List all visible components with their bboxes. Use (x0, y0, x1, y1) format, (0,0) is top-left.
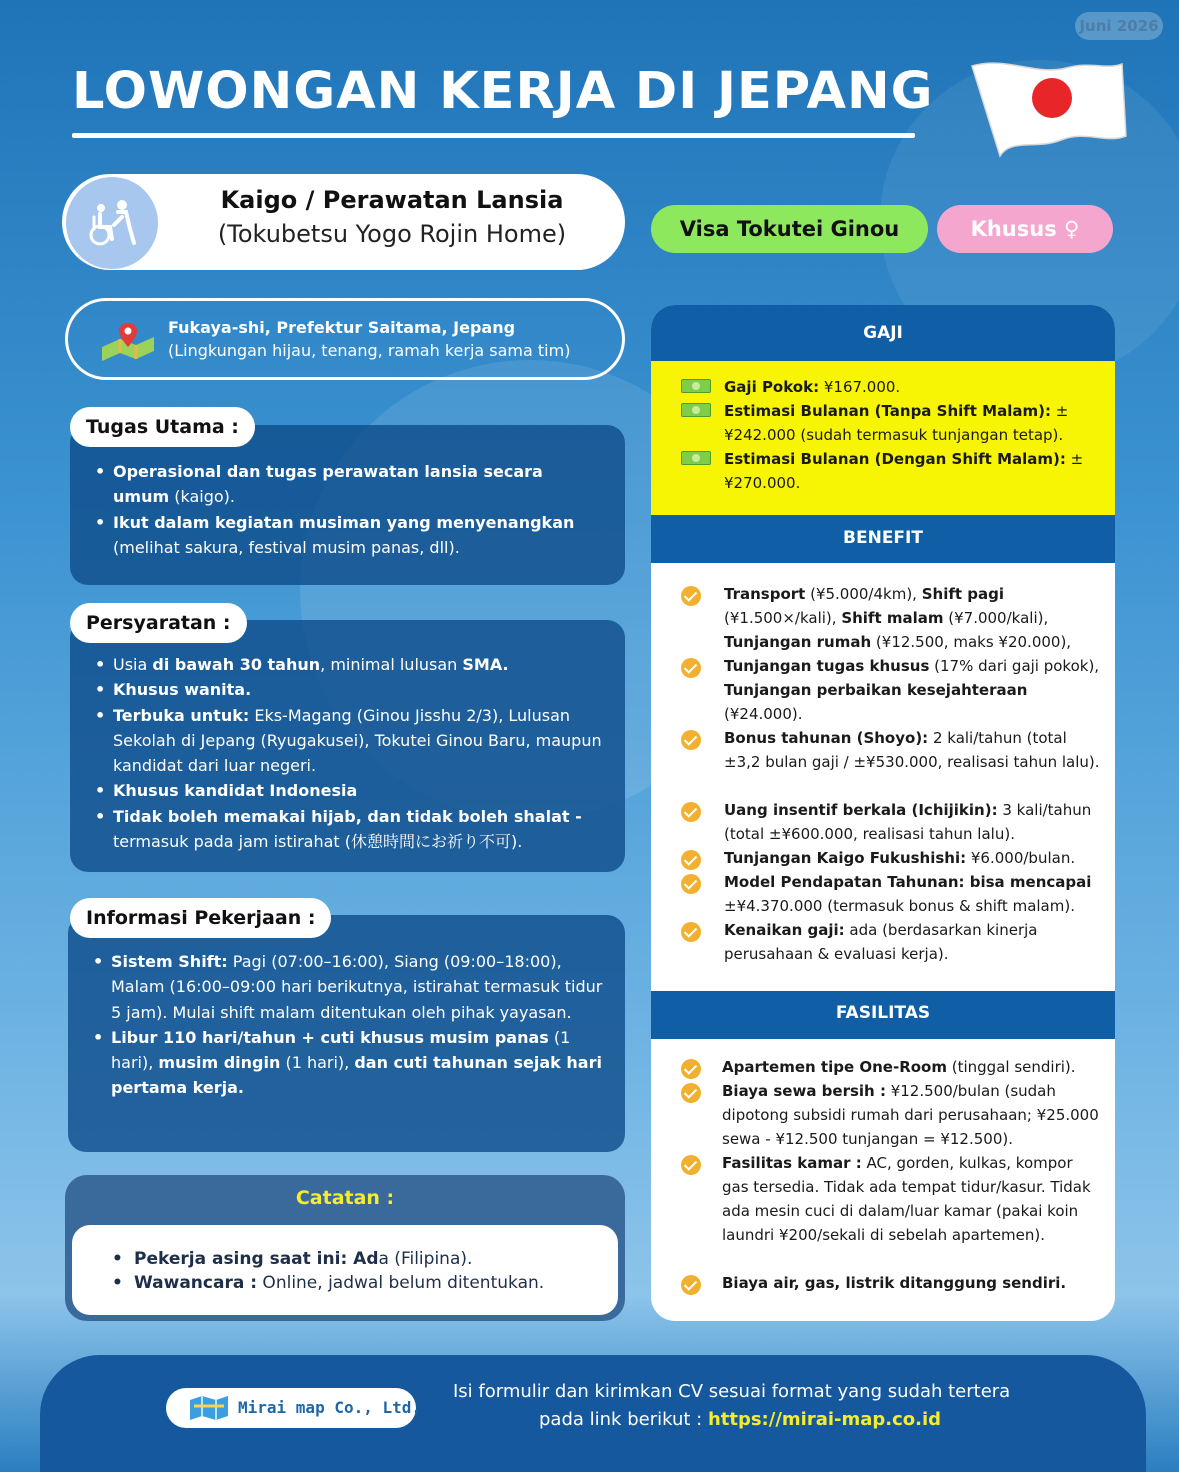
compensation-card (651, 305, 1115, 1321)
list-item: • Pekerja asing saat ini: Ada (Filipina). (112, 1247, 544, 1271)
gaji-row: Gaji Pokok: ¥167.000. (681, 375, 1101, 399)
company-badge (166, 1388, 422, 1428)
gaji-row: Estimasi Bulanan (Tanpa Shift Malam): ± ¥242.000 (sudah termasuk tunjangan tetap). (681, 399, 1101, 447)
job-title-card (62, 174, 625, 270)
fasilitas-row: Biaya air, gas, listrik ditanggung sendiri. (681, 1271, 1101, 1295)
list-item: • Ikut dalam kegiatan musiman yang menyenangkan (melihat sakura, festival musim panas, dll). (94, 510, 603, 561)
check-circle-icon (681, 586, 701, 606)
job-subtitle: (Tokubetsu Yogo Rojin Home) (217, 220, 567, 248)
date-badge: Juni 2026 (1075, 12, 1163, 40)
informasi-heading: Informasi Pekerjaan : (70, 898, 331, 938)
japan-flag-icon (966, 58, 1128, 162)
money-bill-icon (681, 379, 711, 393)
check-circle-icon (681, 1059, 701, 1079)
location-city: Fukaya-shi, Prefektur Saitama, Jepang (168, 318, 516, 337)
money-bill-icon (681, 451, 711, 465)
benefit-row: Kenaikan gaji: ada (berdasarkan kinerja perusahaan & evaluasi kerja). (681, 918, 1101, 966)
check-circle-icon (681, 730, 701, 750)
gaji-panel (651, 361, 1115, 515)
list-item: • Wawancara : Online, jadwal belum ditentukan. (112, 1271, 544, 1295)
catatan-content (72, 1225, 618, 1315)
tugas-section (70, 425, 625, 585)
list-item: • Terbuka untuk: Eks-Magang (Ginou Jisshu 2/3), Lulusan Sekolah di Jepang (Ryugakusei), Tokutei Ginou Baru, maupun kandidat dari luar negeri. (94, 703, 603, 779)
page-title: LOWONGAN KERJA DI JEPANG (72, 62, 934, 121)
persyaratan-heading: Persyaratan : (70, 603, 247, 643)
check-circle-icon (681, 874, 701, 894)
fasilitas-row: Apartemen tipe One-Room (tinggal sendiri). (681, 1055, 1101, 1079)
company-name: Mirai map Co., Ltd. (238, 1398, 422, 1417)
check-circle-icon (681, 658, 701, 678)
tugas-heading: Tugas Utama : (70, 407, 255, 447)
list-item: • Libur 110 hari/tahun + cuti khusus musim panas (1 hari), musim dingin (1 hari), dan cuti tahunan sejak hari pertama kerja. (92, 1025, 603, 1101)
check-circle-icon (681, 850, 701, 870)
benefit-row: Transport (¥5.000/4km), Shift pagi (¥1.500×/kali), Shift malam (¥7.000/kali), Tunjangan rumah (¥12.500, maks ¥20.000), (681, 582, 1101, 654)
catatan-heading: Catatan : (295, 1187, 395, 1209)
website-link[interactable]: https://mirai-map.co.id (707, 1409, 942, 1430)
persyaratan-section (70, 620, 625, 872)
benefit-heading: BENEFIT (651, 515, 1115, 563)
check-circle-icon (681, 1083, 701, 1103)
list-item: • Khusus kandidat Indonesia (94, 778, 603, 803)
gender-badge: Khusus ♀ (937, 205, 1113, 253)
benefit-row: Tunjangan Kaigo Fukushishi: ¥6.000/bulan. (681, 846, 1101, 870)
informasi-section (68, 915, 625, 1152)
footer-instruction: Isi formulir dan kirimkan CV sesuai format yang sudah tertera (453, 1381, 1011, 1402)
footer-link-prefix: pada link berikut : (539, 1409, 708, 1430)
gaji-row: Estimasi Bulanan (Dengan Shift Malam): ± ¥270.000. (681, 447, 1101, 495)
list-item: • Tidak boleh memakai hijab, dan tidak boleh shalat - termasuk pada jam istirahat (休憩時間にお祈り不可). (94, 804, 603, 855)
fasilitas-row: Fasilitas kamar : AC, gorden, kulkas, kompor gas tersedia. Tidak ada tempat tidur/kasur. Tidak ada mesin cuci di dalam/luar kamar (pakai koin laundri ¥200/sekali di sebelah apartemen). (681, 1151, 1101, 1247)
benefit-row: Model Pendapatan Tahunan: bisa mencapai ±¥4.370.000 (termasuk bonus & shift malam). (681, 870, 1101, 918)
fasilitas-row: Biaya sewa bersih : ¥12.500/bulan (sudah dipotong subsidi rumah dari perusahaan; ¥25.000 sewa - ¥12.500 tunjangan = ¥12.500). (681, 1079, 1101, 1151)
benefit-row: Bonus tahunan (Shoyo): 2 kali/tahun (total ±3,2 bulan gaji / ±¥530.000, realisasi tahun lalu). (681, 726, 1101, 774)
money-bill-icon (681, 403, 711, 417)
map-pin-icon (100, 321, 156, 365)
list-item: • Khusus wanita. (94, 677, 603, 702)
list-item: • Sistem Shift: Pagi (07:00–16:00), Siang (09:00–18:00), Malam (16:00–09:00 hari berikutnya, istirahat termasuk tidur 5 jam). Mulai shift malam ditentukan oleh pihak yayasan. (92, 949, 603, 1025)
check-circle-icon (681, 1155, 701, 1175)
visa-badge: Visa Tokutei Ginou (651, 205, 928, 253)
map-logo-icon (188, 1394, 230, 1426)
location-card (65, 298, 625, 380)
check-circle-icon (681, 922, 701, 942)
footer-link-line (539, 1409, 941, 1430)
location-description: (Lingkungan hijau, tenang, ramah kerja sama tim) (168, 341, 571, 360)
catatan-section (65, 1175, 625, 1321)
check-circle-icon (681, 1275, 701, 1295)
fasilitas-heading: FASILITAS (651, 991, 1115, 1039)
list-item: • Operasional dan tugas perawatan lansia secara umum (kaigo). (94, 459, 603, 510)
caregiver-wheelchair-icon (66, 177, 158, 269)
benefit-row: Uang insentif berkala (Ichijikin): 3 kali/tahun (total ±¥600.000, realisasi tahun lalu). (681, 798, 1101, 846)
check-circle-icon (681, 802, 701, 822)
gaji-heading: GAJI (651, 305, 1115, 361)
list-item: • Usia di bawah 30 tahun, minimal lulusan SMA. (94, 652, 603, 677)
footer (40, 1355, 1146, 1472)
title-underline (72, 133, 915, 138)
job-title: Kaigo / Perawatan Lansia (220, 186, 564, 214)
benefit-row: Tunjangan tugas khusus (17% dari gaji pokok), Tunjangan perbaikan kesejahteraan (¥24.000). (681, 654, 1101, 726)
